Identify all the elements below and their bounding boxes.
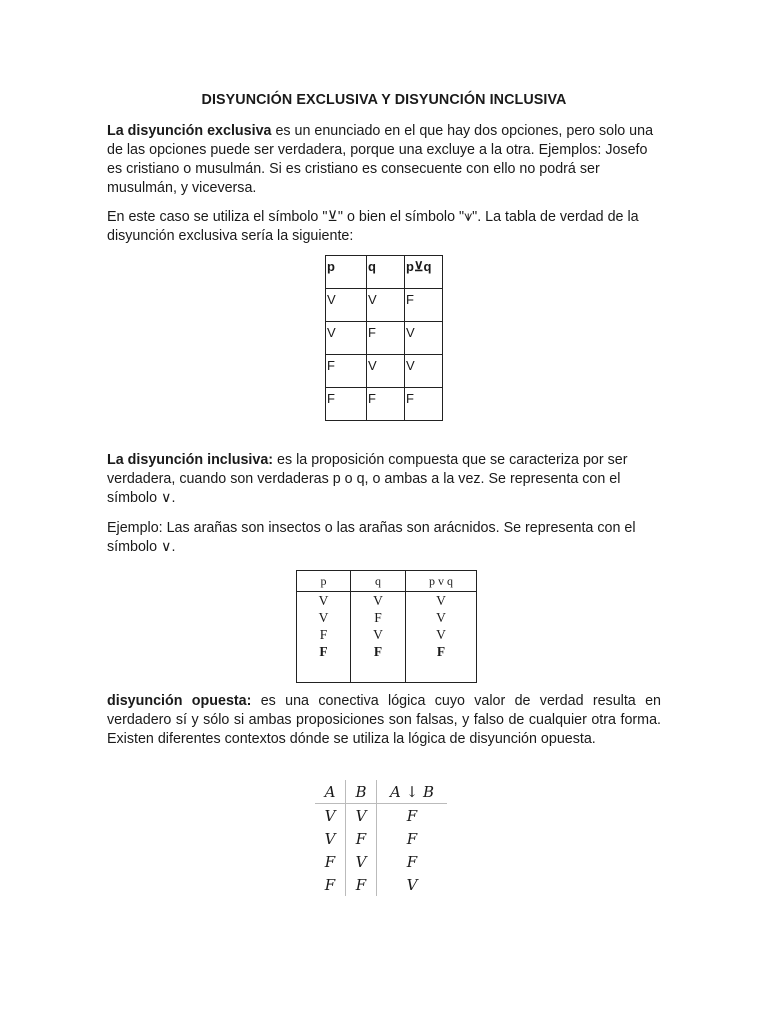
- table-cell: V: [367, 289, 405, 322]
- table-cell: V: [436, 627, 446, 642]
- inclusive-term: La disyunción inclusiva:: [107, 452, 274, 468]
- table-cell: V: [351, 592, 406, 610]
- inclusive-paragraph: [107, 451, 661, 508]
- exclusive-symbol-paragraph: En este caso se utiliza el símbolo "⊻" o bien el símbolo "⩛". La tabla de verdad de la disyunción exclusiva sería la siguiente:: [107, 209, 639, 244]
- table-row: [326, 256, 443, 289]
- table-cell: V: [405, 322, 443, 355]
- table-cell: F: [367, 388, 405, 421]
- table-cell: V: [406, 875, 418, 894]
- table-header-cell: A ↓ B: [377, 780, 448, 804]
- opposite-term: disyunción opuesta:: [107, 693, 252, 709]
- table-row: [315, 780, 447, 804]
- table-row: [326, 322, 443, 355]
- table-cell: V: [326, 322, 367, 355]
- or-truth-table: [296, 570, 477, 683]
- table-cell: V: [351, 626, 406, 643]
- table-cell: F: [406, 806, 418, 825]
- table-cell: F: [367, 322, 405, 355]
- table-header-cell: A: [315, 780, 346, 804]
- table-row: [315, 827, 447, 850]
- table-row: [326, 388, 443, 421]
- exclusive-term: La disyunción exclusiva: [107, 123, 272, 139]
- table-cell: F: [326, 355, 367, 388]
- table-cell: V: [346, 804, 377, 828]
- table-row: [326, 355, 443, 388]
- exclusive-paragraph: [107, 122, 661, 198]
- table-cell: F: [297, 643, 351, 683]
- table-row: [297, 592, 477, 610]
- table-header-cell: q: [367, 256, 405, 289]
- table-cell: V: [297, 609, 351, 626]
- table-cell: F: [351, 643, 406, 683]
- nor-truth-table: [315, 780, 447, 896]
- table-cell: F: [346, 827, 377, 850]
- table-cell: V: [326, 289, 367, 322]
- table-cell: F: [406, 829, 418, 848]
- table-cell: V: [367, 355, 405, 388]
- page-title: DISYUNCIÓN EXCLUSIVA Y DISYUNCIÓN INCLUSIVA: [201, 92, 567, 108]
- table-header-cell: q: [351, 571, 406, 592]
- table-header-cell: p⊻q: [405, 256, 443, 289]
- table-row: [326, 289, 443, 322]
- table-row: [315, 873, 447, 896]
- table-cell: F: [405, 388, 443, 421]
- xor-truth-table: [325, 255, 443, 421]
- table-cell: F: [406, 852, 418, 871]
- table-cell: F: [351, 609, 406, 626]
- table-cell: V: [436, 593, 446, 608]
- table-cell: V: [315, 827, 346, 850]
- table-cell: F: [326, 388, 367, 421]
- table-row: [297, 643, 477, 683]
- exclusive-text: es un enunciado en el que hay dos opciones, pero solo una de las opciones puede ser verdadera, porque una excluye a la otra. Ejemplos: Josefo es cristiano o musulmán. Si es cristiano es consecuente con ello no podrá ser musulmán, y viceversa.: [107, 123, 654, 196]
- inclusive-example-paragraph: Ejemplo: Las arañas son insectos o las arañas son arácnidos. Se representa con el símbolo ∨.: [107, 520, 636, 555]
- table-cell: V: [315, 804, 346, 828]
- table-cell: V: [297, 592, 351, 610]
- table-cell: F: [346, 873, 377, 896]
- table-header-cell: p v q: [406, 571, 477, 592]
- table-cell: F: [315, 873, 346, 896]
- table-header-cell: B: [346, 780, 377, 804]
- table-row: [297, 609, 477, 626]
- opposite-text: es una conectiva lógica cuyo valor de verdad resulta en verdadero sí y sólo si ambas proposiciones son falsas, y falso de cualquier otra forma. Existen diferentes contextos dónde se utiliza la lógica de disyunción opuesta.: [107, 693, 661, 747]
- table-cell: F: [297, 626, 351, 643]
- table-row: [315, 850, 447, 873]
- table-cell: V: [346, 850, 377, 873]
- table-cell: F: [405, 289, 443, 322]
- inclusive-text: es la proposición compuesta que se caracteriza por ser verdadera, cuando son verdaderas p o q, o ambas a la vez. Se representa con el símbolo ∨.: [107, 452, 628, 506]
- table-cell: F: [436, 644, 446, 659]
- table-row: [297, 571, 477, 592]
- table-cell: F: [315, 850, 346, 873]
- table-row: [315, 804, 447, 828]
- table-header-cell: p: [297, 571, 351, 592]
- table-row: [297, 626, 477, 643]
- table-cell: V: [405, 355, 443, 388]
- table-cell: V: [436, 610, 446, 625]
- opposite-paragraph: [107, 692, 661, 749]
- table-header-cell: p: [326, 256, 367, 289]
